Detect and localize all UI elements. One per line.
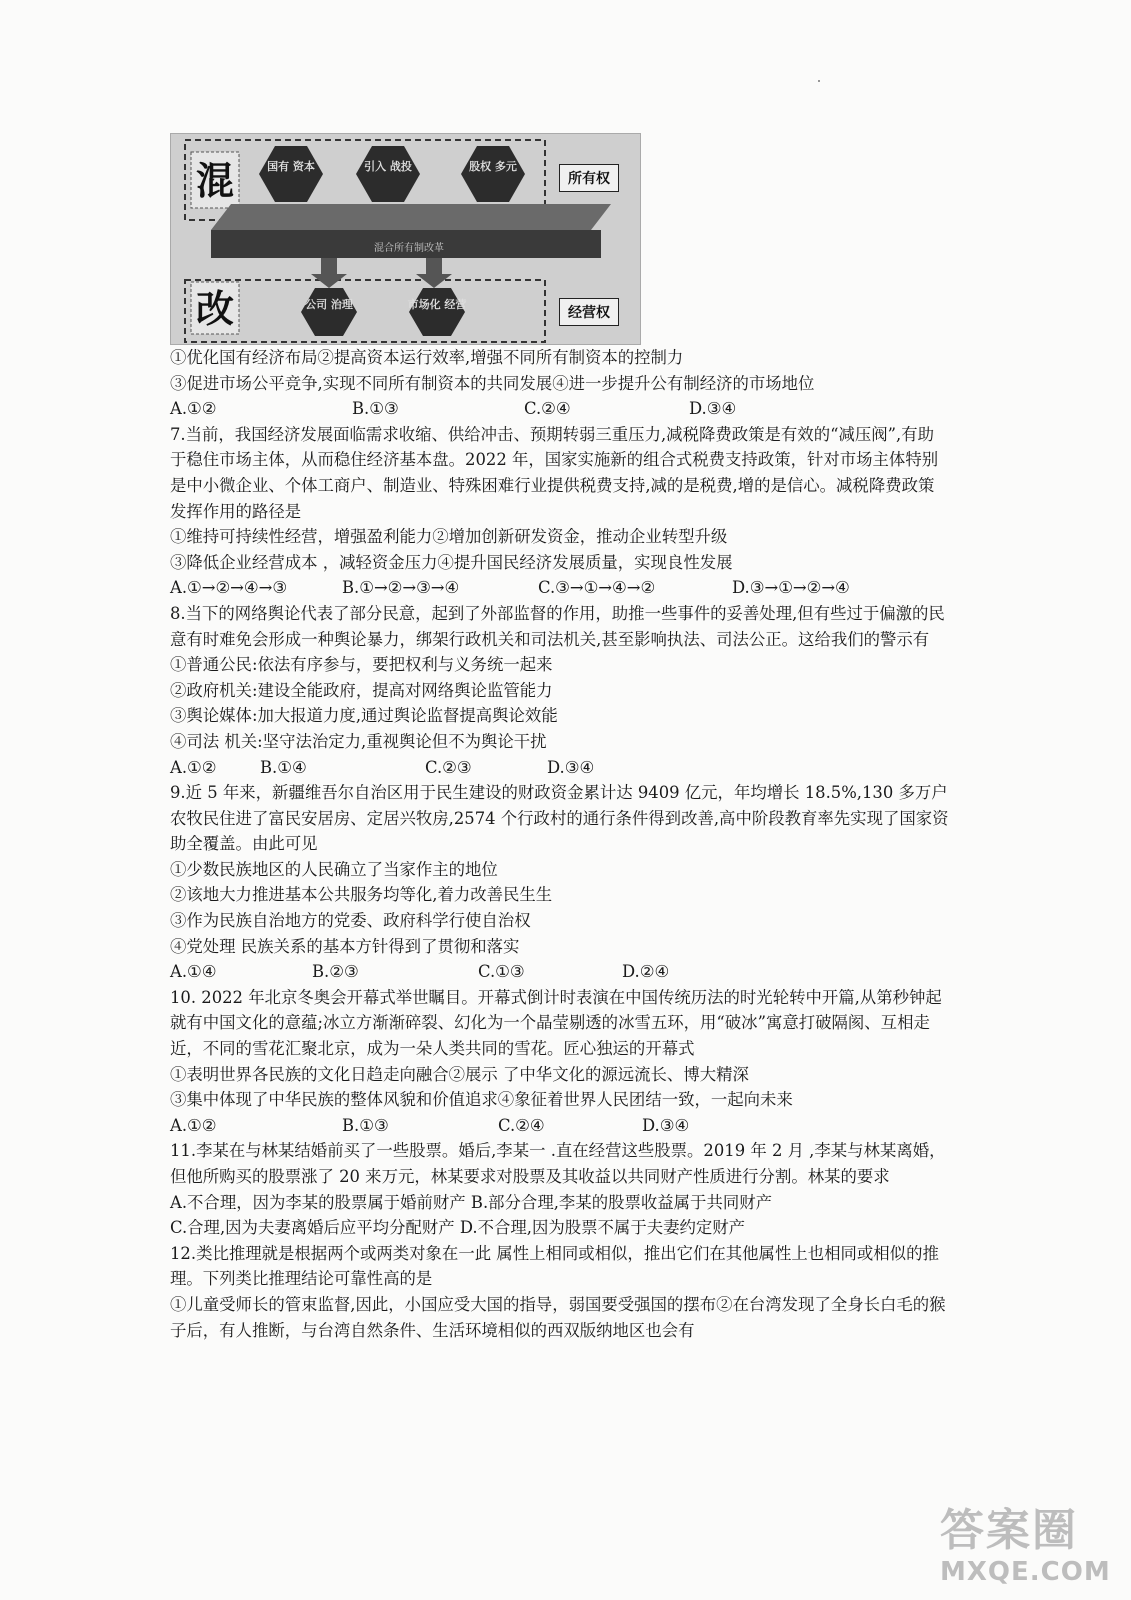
watermark-bottom: MXQE.COM <box>940 1557 1111 1587</box>
q11-options-c-d: C.合理,因为夫妻离婚后应平均分配财产 D.不合理,因为股票不属于夫妻约定财产 <box>170 1218 746 1238</box>
hex-bottom-2-text: 市场化 经营 <box>407 298 467 311</box>
q7-options-3-4: ③降低企业经营成本 ，减轻资金压力④提升国民经济发展质量，实现良性发展 <box>170 552 733 572</box>
q10-options-3-4: ③集中体现了中华民族的整体风貌和价值追求④象征着世界人民团结一致，一起向未来 <box>170 1090 793 1110</box>
q10-options-1-2: ①表明世界各民族的文化日趋走向融合②展示 了中华文化的源远流长、博大精深 <box>170 1064 749 1084</box>
arrow-down-left <box>311 258 347 288</box>
q7-choices <box>170 575 950 601</box>
q7-options-1-2: ①维持可持续性经营，增强盈利能力②增加创新研发资金，推动企业转型升级 <box>170 527 728 547</box>
q10-choice-c: C.②④ <box>498 1115 545 1135</box>
q7-choice-c: C.③→①→④→② <box>538 578 656 598</box>
char-gai: 改 <box>196 286 235 331</box>
q9-choice-b: B.②③ <box>312 962 359 982</box>
q6-options-3-4: ③促进市场公平竞争,实现不同所有制资本的共同发展④进一步提升公有制经济的市场地位 <box>170 373 815 393</box>
hex-top-3-text: 股权 多元 <box>469 160 517 173</box>
q12-stem: 12.类比推理就是根据两个或两类对象在一此 属性上相同或相似，推出它们在其他属性上也相同或相似的推理。下列类比推理结论可靠性高的是 <box>170 1243 939 1289</box>
q8-choice-a: A.①② <box>170 757 217 777</box>
q8-stem: 8.当下的网络舆论代表了部分民意，起到了外部监督的作用，助推一些事件的妥善处理,但有些过于偏激的民意有时难免会形成一种舆论暴力，绑架行政机关和司法机关,甚至影响执法、司法公正。这给我们的警示有 <box>170 603 945 649</box>
q8-choice-c: C.②③ <box>425 757 472 777</box>
q6-choice-d: D.③④ <box>689 399 737 419</box>
speck <box>818 80 820 82</box>
hex-top-1-text: 国有 资本 <box>267 160 315 173</box>
question-text <box>170 345 950 1343</box>
label-ownership: 所有权 <box>559 164 619 192</box>
hex-top-2 <box>356 146 420 202</box>
q7-stem: 7.当前，我国经济发展面临需求收缩、供给冲击、预期转弱三重压力,减税降费政策是有效的“减压阀”,有助于稳住市场主体，从而稳住经济基本盘。2022 年，国家实施新的组合式税费支持政策，针对市场主体特别是中小微企业、个体工商户、制造业、特殊困难行业提供税费支持,减的是税费,增的是信心。减税降费政策发挥作用的路径是 <box>170 424 939 521</box>
q9-choice-c: C.①③ <box>478 962 525 982</box>
q6-choices <box>170 396 950 422</box>
q6-choice-a: A.①② <box>170 399 217 419</box>
q9-choices <box>170 959 950 985</box>
q9-option-4: ④党处理 民族关系的基本方针得到了贯彻和落实 <box>170 936 520 956</box>
platform-top <box>211 204 611 230</box>
platform-bar-text: 混合所有制改革 <box>374 243 444 254</box>
q6-choice-c: C.②④ <box>524 399 571 419</box>
q9-stem: 9.近 5 年来，新疆维吾尔自治区用于民生建设的财政资金累计达 9409 亿元，年均增长 18.5%,130 多万户农牧民住进了富民安居房、定居兴牧房,2574 个行政村的通行条件得到改善,高中阶段教育率先实现了国家资助全覆盖。由此可见 <box>170 783 949 854</box>
watermark-logo <box>940 1505 1120 1595</box>
q10-choice-d: D.③④ <box>642 1115 690 1135</box>
q8-choice-b: B.①④ <box>260 757 307 777</box>
q6-choice-b: B.①③ <box>352 399 399 419</box>
q8-option-3: ③舆论媒体:加大报道力度,通过舆论监督提高舆论效能 <box>170 706 558 726</box>
q6-options-1-2: ①优化国有经济布局②提高资本运行效率,增强不同所有制资本的控制力 <box>170 348 684 367</box>
hex-bottom-2 <box>409 288 465 336</box>
q9-choice-a: A.①④ <box>170 962 217 982</box>
q10-choice-b: B.①③ <box>342 1115 389 1135</box>
q10-stem: 10. 2022 年北京冬奥会开幕式举世瞩目。开幕式倒计时表演在中国传统历法的时光轮转中开篇,从第秒钟起就有中国文化的意蕴;冰立方渐渐碎裂、幻化为一个晶莹剔透的冰雪五环，用“破冰”寓意打破隔阂、互相走近，不同的雪花汇聚北京，成为一朵人类共同的雪花。匠心独运的开幕式 <box>170 987 942 1059</box>
q11-options-a-b: A.不合理，因为李某的股票属于婚前财产 B.部分合理,李某的股票收益属于共同财产 <box>170 1192 773 1212</box>
hex-bottom-1-text: 公司 治理 <box>305 298 353 311</box>
q10-choice-a: A.①② <box>170 1115 217 1135</box>
q9-option-1: ①少数民族地区的人民确立了当家作主的地位 <box>170 859 498 879</box>
q12-options-1-2: ①儿童受师长的管束监督,因此，小国应受大国的指导，弱国要受强国的摆布②在台湾发现了全身长白毛的猴子后，有人推断，与台湾自然条件、生活环境相似的西双版纳地区也会有 <box>170 1294 946 1340</box>
q7-choice-b: B.①→②→③→④ <box>342 578 460 598</box>
q11-stem: 11.李某在与林某结婚前买了一些股票。婚后,李某一 .直在经营这些股票。2019 年 2 月 ,李某与林某离婚，但他所购买的股票涨了 20 来万元，林某要求对股票及其收益以共同财产性质进行分割。林某的要求 <box>170 1141 946 1186</box>
q9-option-2: ②该地大力推进基本公共服务均等化,着力改善民生生 <box>170 885 553 905</box>
q8-choices <box>170 755 950 781</box>
watermark-top: 答案圈 <box>940 1505 1078 1556</box>
char-hun: 混 <box>196 158 235 203</box>
arrow-down-right <box>416 258 452 288</box>
q8-option-2: ②政府机关:建设全能政府，提高对网络舆论监管能力 <box>170 680 553 700</box>
hex-top-1 <box>259 146 323 202</box>
q9-option-3: ③作为民族自治地方的党委、政府科学行使自治权 <box>170 911 531 931</box>
q8-option-1: ①普通公民:依法有序参与，要把权利与义务统一起来 <box>170 655 553 675</box>
hex-top-2-text: 引入 战投 <box>364 160 412 173</box>
q9-choice-d: D.②④ <box>622 962 670 982</box>
hex-top-3 <box>461 146 525 202</box>
q7-choice-d: D.③→①→②→④ <box>732 578 850 598</box>
mixed-ownership-diagram <box>170 133 641 345</box>
q7-choice-a: A.①→②→④→③ <box>170 578 288 598</box>
q8-choice-d: D.③④ <box>547 757 595 777</box>
q10-choices <box>170 1113 950 1139</box>
label-operation: 经营权 <box>559 298 619 326</box>
hex-bottom-1 <box>301 288 357 336</box>
q8-option-4: ④司法 机关:坚守法治定力,重视舆论但不为舆论干扰 <box>170 731 547 751</box>
